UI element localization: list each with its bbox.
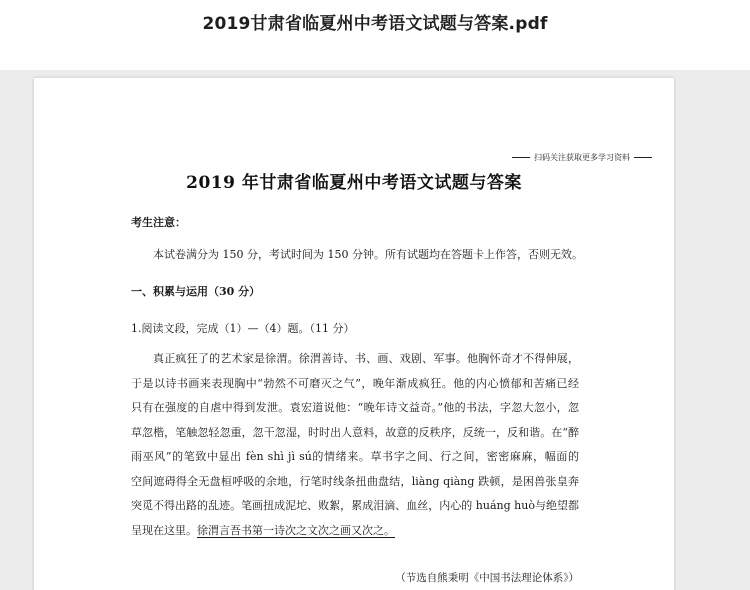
pdf-page: [34, 78, 674, 590]
passage-line: 突觅不得出路的乱迹。笔画扭成泥坨、败絮，累成泪滴、血丝，内心的 huáng huò与绝望都: [131, 499, 579, 512]
passage-line: 雨巫风”的笔致中显出 fèn shì jì sú的情绪来。草书字之间、行之间，密密麻麻，幅面的: [131, 450, 579, 463]
passage-line: 空间遮碍得全无盘桓呼吸的余地，行笔时线条扭曲盘结，liàng qiàng 跌顿，是困兽张皇奔: [131, 474, 579, 488]
section-heading: 一、积累与运用（30 分）: [131, 285, 261, 298]
document-title: 2019 年甘肃省临夏州中考语文试题与答案: [186, 173, 522, 193]
document-viewer[interactable]: [0, 70, 750, 590]
notice-text: 本试卷满分为 150 分，考试时间为 150 分钟。所有试题均在答题卡上作答，否则无效。: [153, 248, 583, 261]
header-note-text: 扫码关注获取更多学习资料: [534, 153, 630, 162]
passage-line: 草忽楷，笔触忽轻忽重，忽干忽湿，时时出人意料，故意的反秩序，反统一，反和谐。在“醉: [131, 425, 579, 439]
passage-last-line-text: 呈现在这里。: [131, 523, 197, 537]
header-note: [508, 152, 656, 163]
passage-line: 于是以诗书画来表现胸中“勃然不可磨灭之气”，晚年渐成疯狂。他的内心愤郁和苦痛已经: [131, 376, 579, 390]
header-rule-right: [634, 157, 652, 158]
passage-line: 真正疯狂了的艺术家是徐渭。徐渭善诗、书、画、戏剧、军事。他胸怀奇才不得伸展，: [153, 352, 579, 365]
notice-label: 考生注意：: [131, 216, 186, 229]
passage-source: （节选自熊秉明《中国书法理论体系》）: [395, 572, 579, 584]
question-prompt: 1.阅读文段，完成（1）—（4）题。（11 分）: [131, 322, 355, 335]
header-rule-left: [512, 157, 530, 158]
title-bar: [0, 0, 750, 70]
underlined-sentence: 徐渭言吾书第一诗次之文次之画又次之。: [197, 523, 395, 537]
passage-line: 只有在强度的自虐中得到发泄。袁宏道说他：“晚年诗文益奇。”他的书法，字忽大忽小，忽: [131, 401, 579, 414]
reading-passage: [131, 347, 579, 543]
passage-last-line: [131, 519, 579, 544]
file-title: 2019甘肃省临夏州中考语文试题与答案.pdf: [202, 14, 548, 34]
